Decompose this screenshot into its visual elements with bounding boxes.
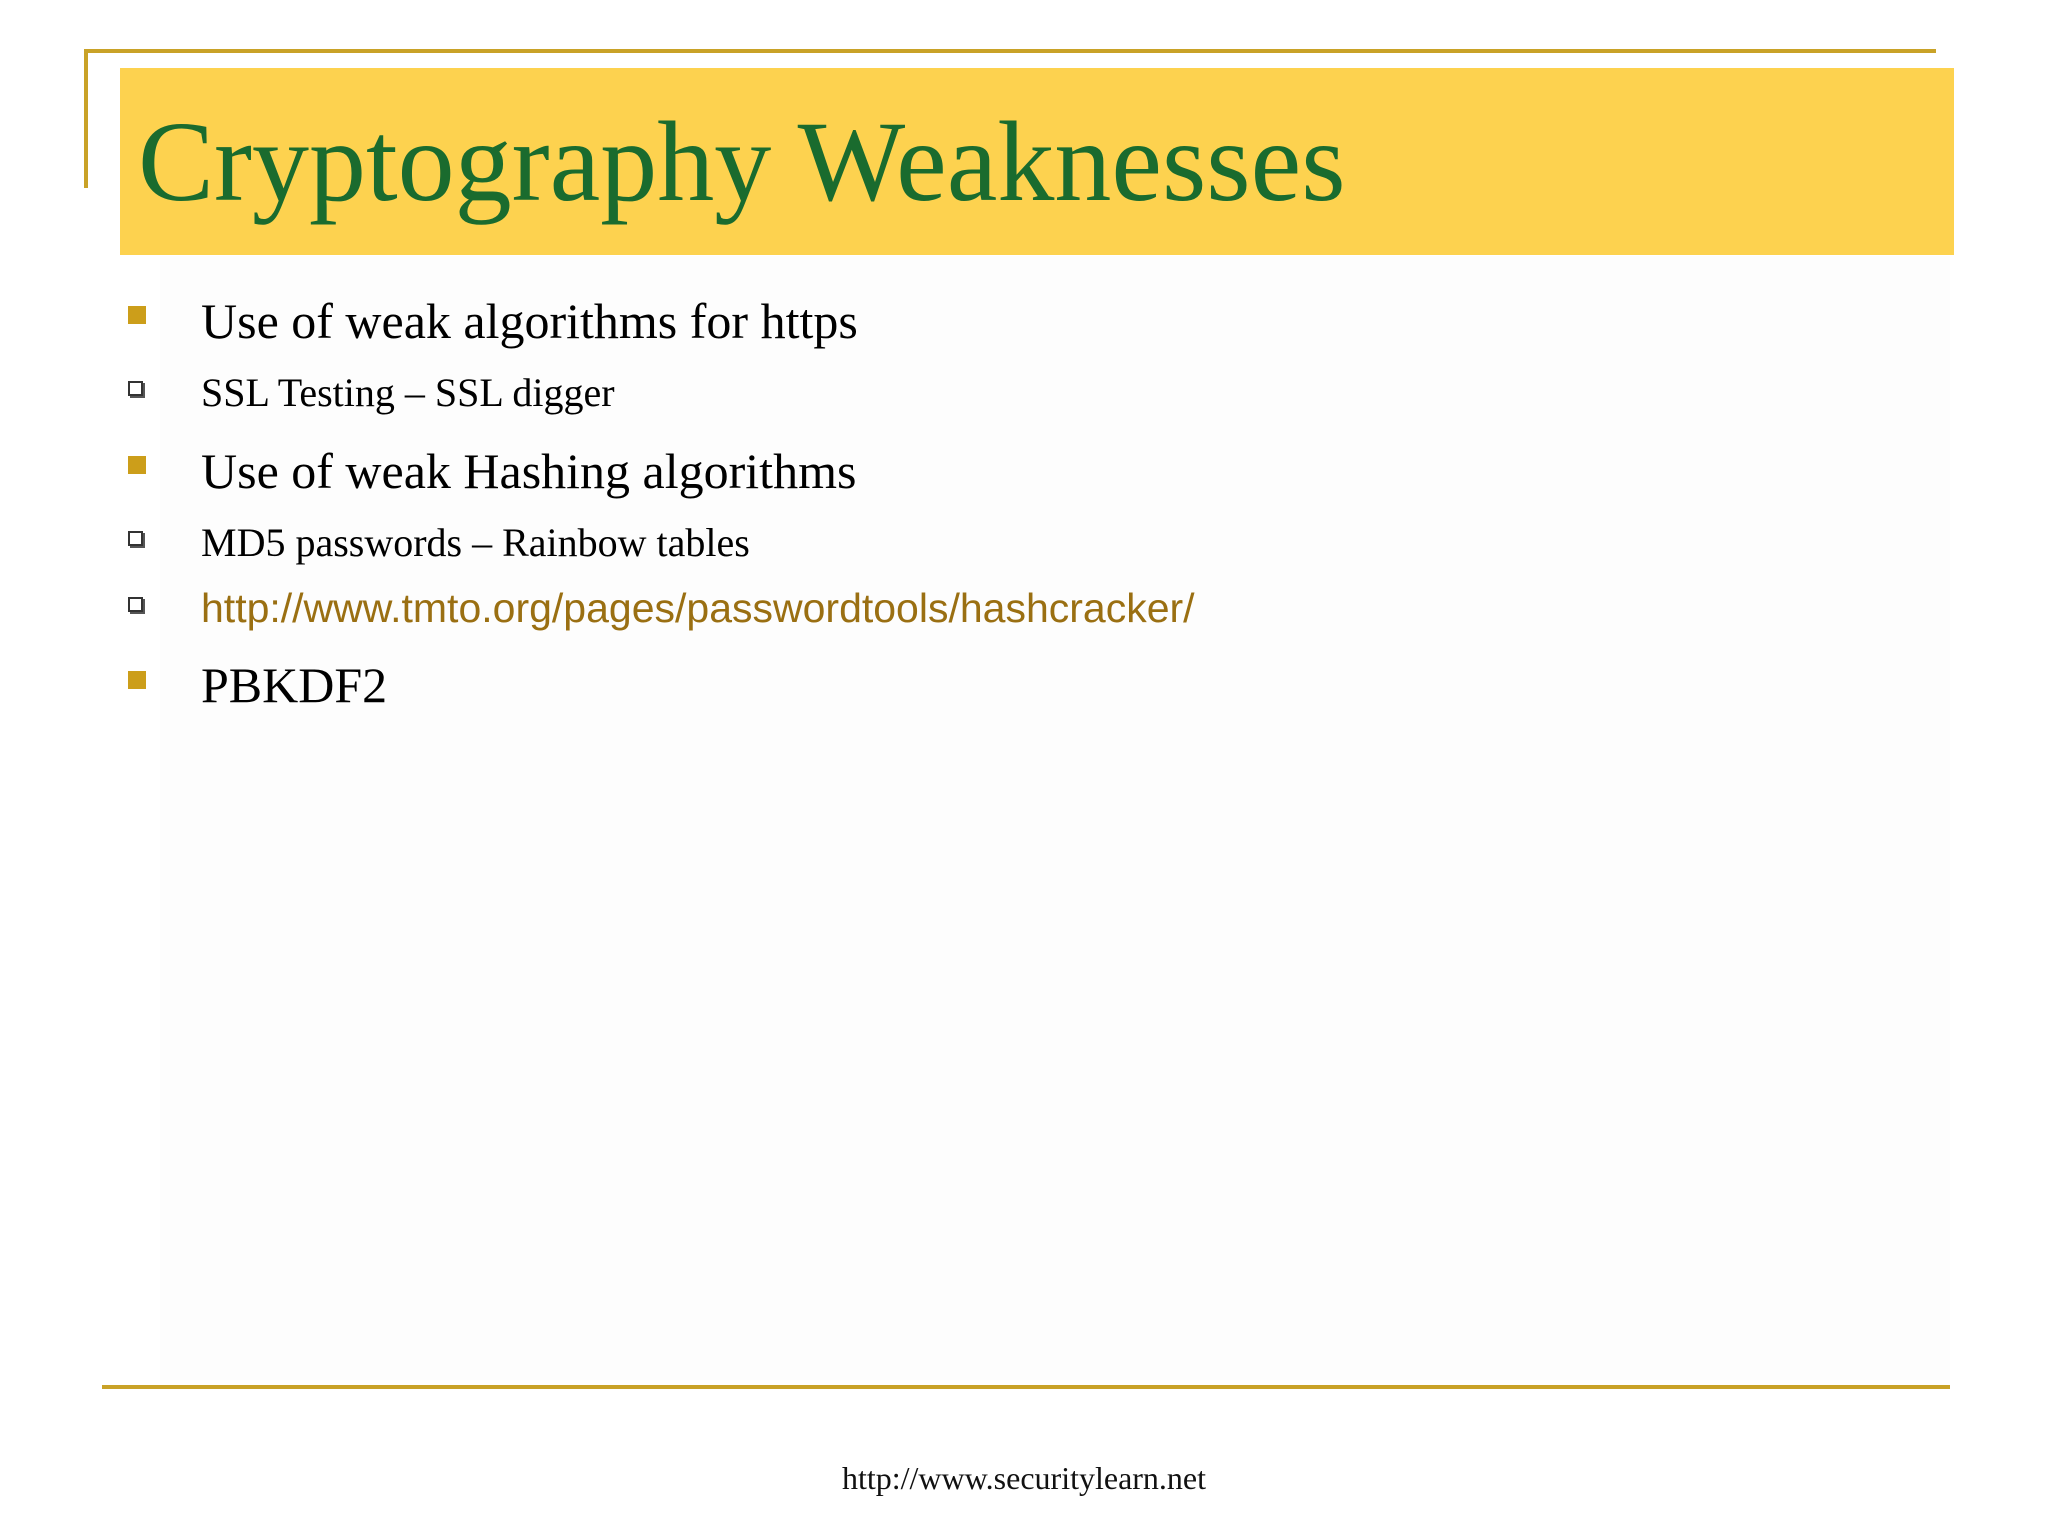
footer-url: http://www.securitylearn.net <box>841 1460 1207 1496</box>
slide-title: Cryptography Weaknesses <box>138 98 1346 225</box>
left-accent-line <box>84 49 88 188</box>
bullet-text: Use of weak algorithms for https <box>201 293 858 349</box>
filled-square-bullet-icon <box>128 306 146 324</box>
filled-square-bullet-icon <box>128 456 146 474</box>
filled-square-bullet-icon <box>128 671 146 689</box>
hollow-square-bullet-icon <box>128 531 143 546</box>
bullet-text: Use of weak Hashing algorithms <box>201 443 857 499</box>
bullet-text: SSL Testing – SSL digger <box>201 370 615 415</box>
hollow-square-bullet-icon <box>128 597 143 612</box>
hollow-square-bullet-icon <box>128 381 143 396</box>
bullet-text: PBKDF2 <box>201 657 388 713</box>
footer-rule <box>102 1385 1950 1389</box>
hashcracker-link[interactable]: http://www.tmto.org/pages/passwordtools/hashcracker/ <box>201 585 1195 631</box>
content-panel <box>160 256 1950 1380</box>
top-accent-line <box>84 49 1936 53</box>
bullet-text: MD5 passwords – Rainbow tables <box>201 520 750 565</box>
